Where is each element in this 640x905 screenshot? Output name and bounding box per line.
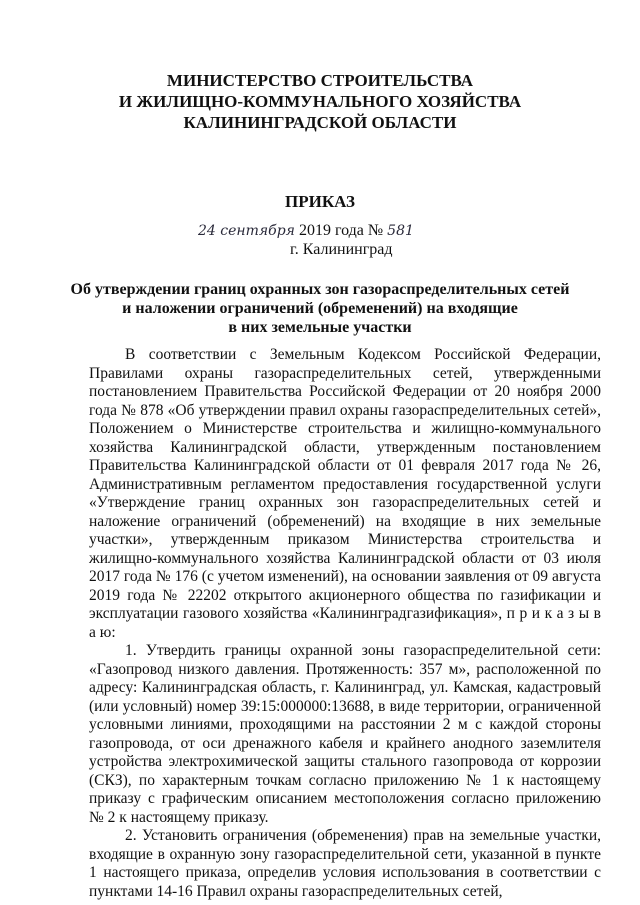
date-line	[198, 221, 498, 241]
subject-line-3: в них земельные участки	[228, 319, 412, 336]
header-line-2: И ЖИЛИЩНО-КОММУНАЛЬНОГО ХОЗЯЙСТВА	[118, 92, 522, 111]
handwritten-date: 24 сентября	[198, 223, 295, 239]
city-line: г. Калининград	[290, 241, 393, 258]
document-body	[89, 346, 601, 901]
header-line-1: МИНИСТЕРСТВО СТРОИТЕЛЬСТВА	[166, 71, 474, 90]
subject-line-1: Об утверждении границ охранных зон газораспределительных сетей	[70, 281, 570, 298]
date-year-text: 2019 года №	[298, 222, 384, 239]
subject-line-2: и наложении ограничений (обременений) на входящие	[122, 300, 518, 317]
ministry-header	[0, 70, 640, 133]
clause-2-paragraph: 2. Установить ограничения (обременения) прав на земельные участки, входящие в охранную зону газораспределительной сети, указанной в пункте 1 настоящего приказа, определив условия использования в соответствии с пунктами 14-16 Правил охраны газораспределительных сетей,	[89, 827, 601, 900]
order-subject	[60, 280, 580, 337]
header-line-3: КАЛИНИНГРАДСКОЙ ОБЛАСТИ	[183, 113, 457, 132]
handwritten-number: 581	[387, 223, 414, 239]
preamble-paragraph: В соответствии с Земельным Кодексом Российской Федерации, Правилами охраны газораспределительных сетей, утвержденными постановлением Правительства Российской Федерации от 20 ноября 2000 года № 878 «Об утверждении правил охраны газораспределительных сетей», Положением о Министерстве строительства и жилищно-коммунального хозяйства Калининградской области, утвержденным постановлением Правительства Калининградской области от 01 февраля 2017 года № 26, Административным регламентом предоставления государственной услуги «Утверждение границ охранных зон газораспределительных сетей и наложение ограничений (обременений) на входящие в них земельные участки», утвержденным приказом Министерства строительства и жилищно-коммунального хозяйства Калининградской области от 03 июля 2017 года № 176 (с учетом изменений), на основании заявления от 09 августа 2019 года № 22202 открытого акционерного общества по газификации и эксплуатации газового хозяйства «Калининградгазификация», п р и к а з ы в а ю:	[89, 346, 601, 641]
document-title: ПРИКАЗ	[285, 192, 355, 211]
clause-1-paragraph: 1. Утвердить границы охранной зоны газораспределительной сети: «Газопровод низкого давления. Протяженность: 357 м», расположенной по адресу: Калининградская область, г. Калининград, ул. Камская, кадастровый (или условный) номер 39:15:000000:13688, в виде территории, ограниченной условными линиями, проходящими на расстоянии 2 м с каждой стороны газопровода, от оси дренажного кабеля и крайнего анодного заземлителя устройства электрохимической защиты стального газопровода от коррозии (СКЗ), по характерным точкам согласно приложению № 1 к настоящему приказу с графическим описанием местоположения согласно приложению № 2 к настоящему приказу.	[89, 642, 601, 826]
